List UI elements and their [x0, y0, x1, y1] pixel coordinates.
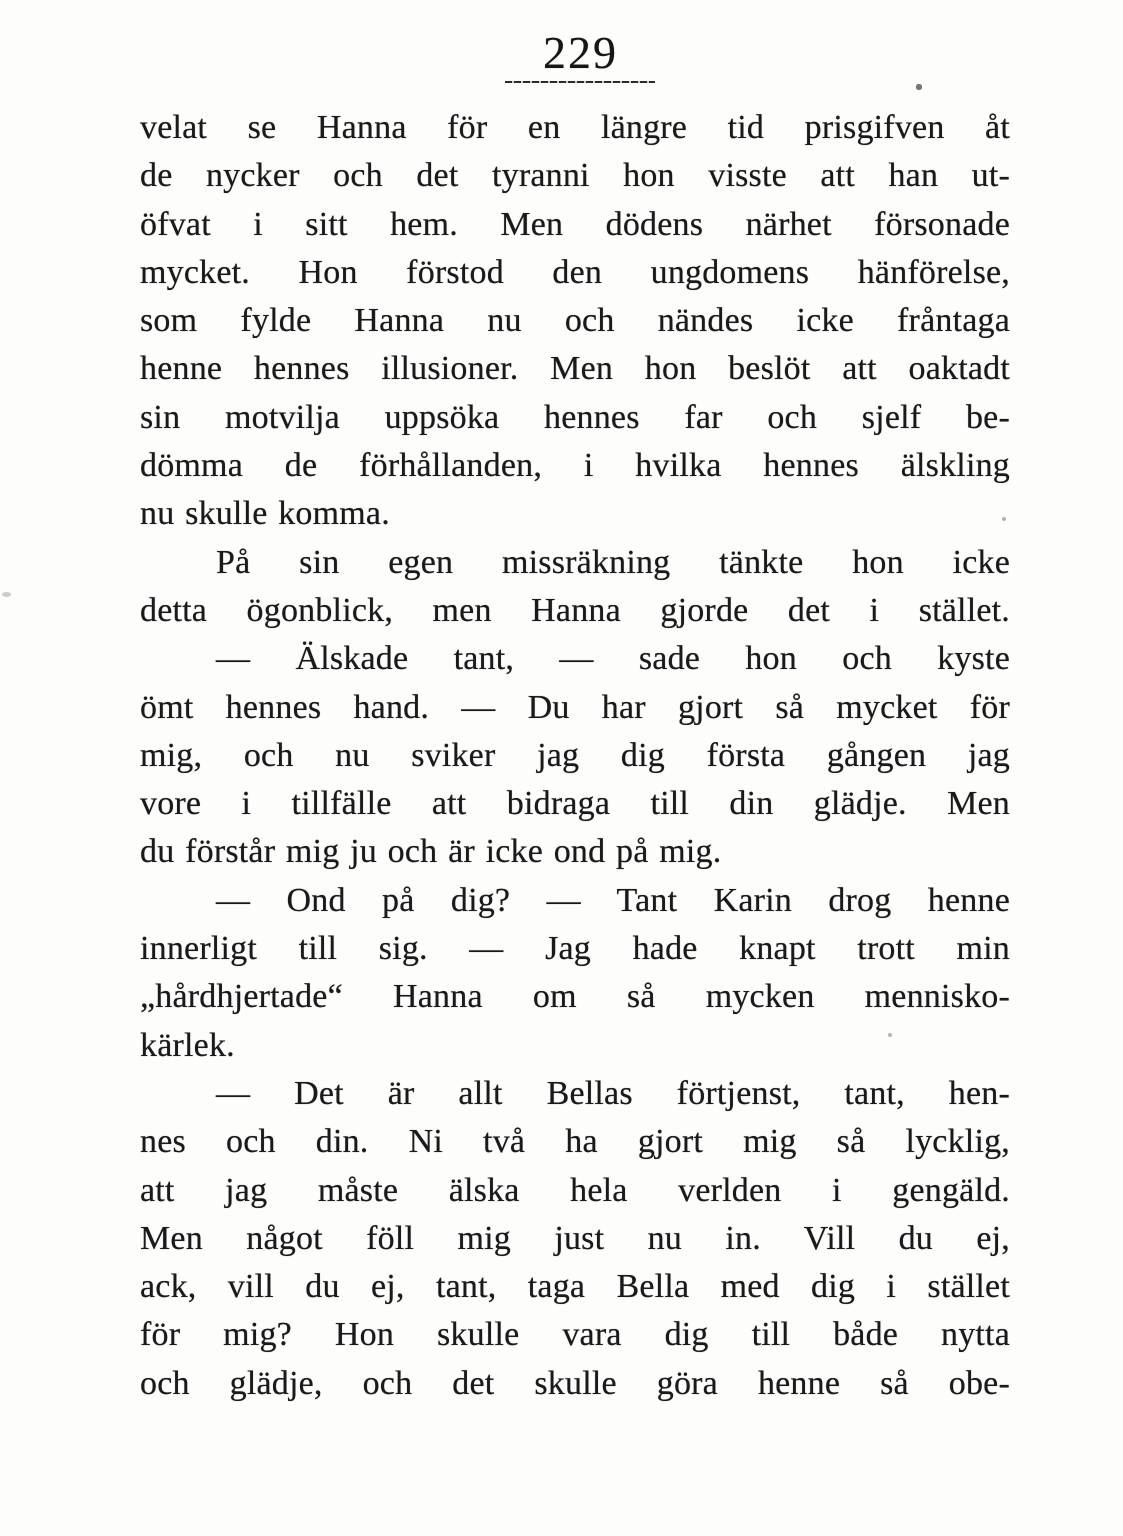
text-line: som fylde Hanna nu och nändes icke fråntaga	[140, 302, 1010, 340]
scan-speck	[888, 1033, 892, 1037]
text-line: du förstår mig ju och är icke ond på mig.	[140, 833, 722, 871]
text-line: vore i tillfälle att bidraga till din glädje. Men	[140, 785, 1010, 823]
text-line: öfvat i sitt hem. Men dödens närhet försonade	[140, 205, 1010, 243]
text-line: „hårdhjertade“ Hanna om så mycken mennisko-	[140, 978, 1010, 1016]
text-line: Men något föll mig just nu in. Vill du ej,	[140, 1219, 1010, 1257]
text-line: att jag måste älska hela verlden i gengäld.	[140, 1171, 1010, 1209]
scan-speck	[1002, 517, 1006, 521]
text-line: mycket. Hon förstod den ungdomens hänförelse,	[140, 253, 1010, 291]
text-line: sin motvilja uppsöka hennes far och sjelf be-	[140, 398, 1010, 436]
text-line: På sin egen missräkning tänkte hon icke	[216, 543, 1010, 581]
text-line: innerligt till sig. — Jag hade knapt trott min	[140, 930, 1010, 968]
text-line: nu skulle komma.	[140, 495, 390, 533]
text-line: — Älskade tant, — sade hon och kyste	[216, 640, 1010, 678]
text-line: ack, vill du ej, tant, taga Bella med dig i stället	[140, 1268, 1010, 1306]
scan-speck	[2, 592, 11, 597]
text-line: dömma de förhållanden, i hvilka hennes älskling	[140, 447, 1010, 485]
text-line: och glädje, och det skulle göra henne så obe-	[140, 1364, 1010, 1402]
text-line: mig, och nu sviker jag dig första gången jag	[140, 736, 1010, 774]
text-line: för mig? Hon skulle vara dig till både nytta	[140, 1316, 1010, 1354]
text-line: detta ögonblick, men Hanna gjorde det i stället.	[140, 591, 1010, 629]
text-line: — Ond på dig? — Tant Karin drog henne	[216, 881, 1010, 919]
text-line: kärlek.	[140, 1026, 235, 1064]
page-text	[140, 104, 1010, 1408]
page-header	[0, 24, 1123, 94]
text-line: velat se Hanna för en längre tid prisgifven åt	[140, 109, 1010, 146]
scan-speck	[916, 84, 922, 90]
text-line: nes och din. Ni två ha gjort mig så lycklig,	[140, 1123, 1010, 1161]
text-line: henne hennes illusioner. Men hon beslöt att oaktadt	[140, 350, 1010, 388]
text-line: — Det är allt Bellas förtjenst, tant, hen-	[216, 1074, 1010, 1112]
text-line: de nycker och det tyranni hon visste att han ut-	[140, 157, 1010, 195]
page-number: 229	[543, 27, 618, 78]
text-line: ömt hennes hand. — Du har gjort så mycket för	[140, 688, 1010, 726]
page-number-underline	[505, 81, 655, 83]
